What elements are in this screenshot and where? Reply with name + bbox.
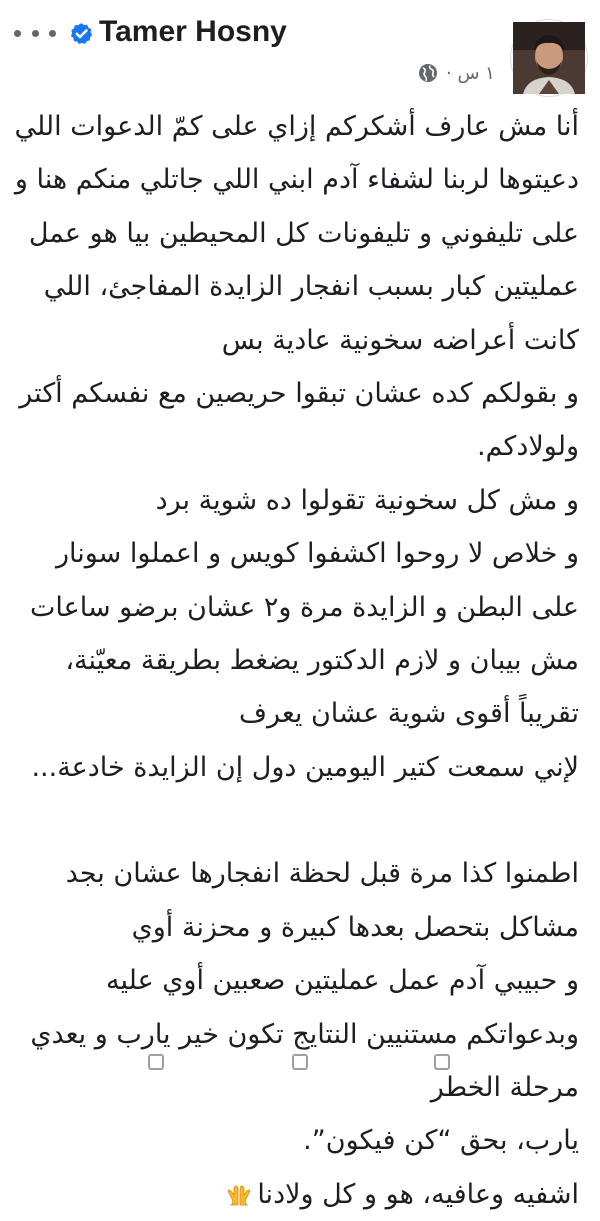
recent-apps-icon[interactable] [434,1054,450,1070]
post-text-line-final [24,1168,579,1221]
post-header [0,0,600,96]
post-text-line: مشاكل بتحصل بعدها كبيرة و محزنة أوي [131,911,579,943]
post-text-line: مش بيبان و لازم الدكتور يضغط بطريقة معيّنة، [65,644,579,676]
more-options-dot [49,30,56,37]
avatar-image [513,22,585,94]
back-nav-icon[interactable] [148,1054,164,1070]
post-text-line: وبدعواتكم مستنيين النتايج تكون خير يارب و يعدي [30,1018,579,1050]
post-text-line: و حبيبي آدم عمل عمليتين صعبين أوي عليه [106,965,579,997]
post-text-line: يارب، بحق “كن فيكون”. [303,1125,579,1157]
post-text-line: دعيتوها لربنا لشفاء آدم ابني اللي جاتلي منكم هنا و [14,164,579,196]
bottom-nav-bar [0,1048,600,1063]
globe-icon [418,63,438,83]
praying-hands-icon [225,1183,253,1207]
post-text-final: اشفيه وعافيه، هو و كل ولادنا [257,1178,579,1210]
post-text-line: و بقولكم كده عشان تبقوا حريصين مع نفسكم أكتر [19,377,579,409]
post-text-line: و خلاص لا روحوا اكشفوا كويس و اعملوا سونار [55,538,579,570]
author-name[interactable]: Tamer Hosny [99,15,287,48]
post-text-line: لإني سمعت كتير اليومين دول إن الزايدة خادعة... [31,751,579,783]
post-timestamp[interactable]: ١ س · [446,62,495,84]
more-options-button[interactable] [14,20,56,46]
post-text-line: على تليفوني و تليفونات كل المحيطين بيا هو عمل [28,217,579,249]
post-text-line: مرحلة الخطر [430,1072,579,1104]
post-meta [418,60,495,86]
more-options-icon [14,30,21,37]
author-avatar[interactable] [511,20,587,96]
verified-badge-icon [70,22,93,45]
post-text-line: على البطن و الزايدة مرة و٢ عشان برضو ساعات [30,591,579,623]
blank-line [24,794,579,847]
post-text-line: أنا مش عارف أشكركم إزاي على كمّ الدعوات اللي [14,111,579,142]
post-text-line: و مش كل سخونية تقولوا ده شوية برد [155,484,579,516]
post-text-line: اطمنوا كذا مرة قبل لحظة انفجارها عشان بجد [65,858,579,890]
more-options-dot [32,30,39,37]
home-nav-icon[interactable] [292,1054,308,1070]
post-text-line: عمليتين كبار بسبب انفجار الزايدة المفاجئ، اللي [43,271,579,303]
post-text-line: كانت أعراضه سخونية عادية بس [221,324,579,356]
post-text-line: تقريباً أقوى شوية عشان يعرف [238,698,579,730]
post-text-line: ولولادكم. [476,431,579,463]
